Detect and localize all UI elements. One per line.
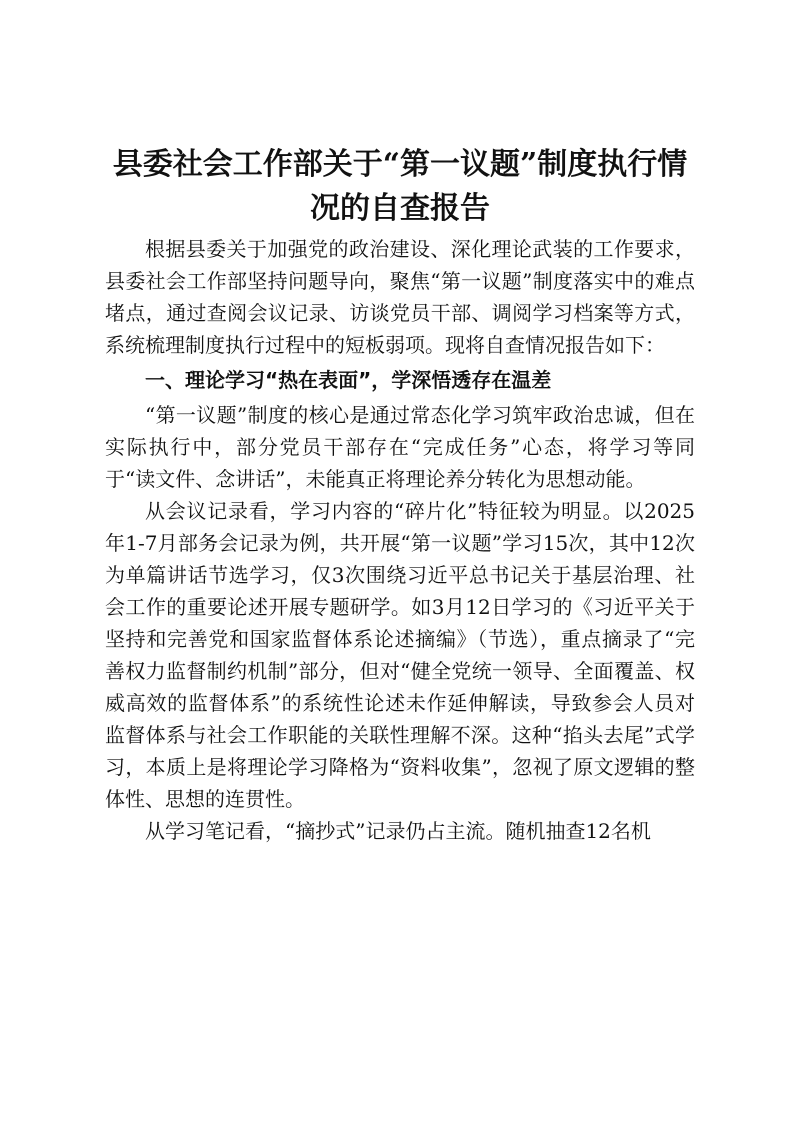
intro-paragraph: 根据县委关于加强党的政治建设、深化理论武装的工作要求，县委社会工作部坚持问题导向，聚焦“第一议题”制度落实中的难点堵点，通过查阅会议记录、访谈党员干部、调阅学习档案等方式，系统梳理制度执行过程中的短板弱项。现将自查情况报告如下： — [105, 237, 695, 357]
body-paragraph-3: 从学习笔记看，“摘抄式”记录仍占主流。随机抽查12名机 — [145, 819, 651, 843]
body-paragraph-2: 从会议记录看，学习内容的“碎片化”特征较为明显。以2025年1-7月部务会记录为例，共开展“第一议题”学习15次，其中12次为单篇讲话节选学习，仅3次围绕习近平总书记关于基层治理、社会工作的重要论述开展专题研学。如3月12日学习的《习近平关于坚持和完善党和国家监督体系论述摘编》（节选），重点摘录了“完善权力监督制约机制”部分，但对“健全党统一领导、全面覆盖、权威高效的监督体系”的系统性论述未作延伸解读，导致参会人员对监督体系与社会工作职能的关联性理解不深。这种“掐头去尾”式学习，本质上是将理论学习降格为“资料收集”，忽视了原文逻辑的整体性、思想的连贯性。 — [105, 499, 695, 811]
document-body — [105, 233, 695, 847]
body-paragraph-1: “第一议题”制度的核心是通过常态化学习筑牢政治忠诚，但在实际执行中，部分党员干部存在“完成任务”心态，将学习等同于“读文件、念讲话”，未能真正将理论养分转化为思想动能。 — [105, 403, 695, 491]
section-heading-1: 一、理论学习“热在表面”，学深悟透存在温差 — [145, 368, 552, 392]
document-title: 县委社会工作部关于“第一议题”制度执行情况的自查报告 — [112, 147, 688, 226]
